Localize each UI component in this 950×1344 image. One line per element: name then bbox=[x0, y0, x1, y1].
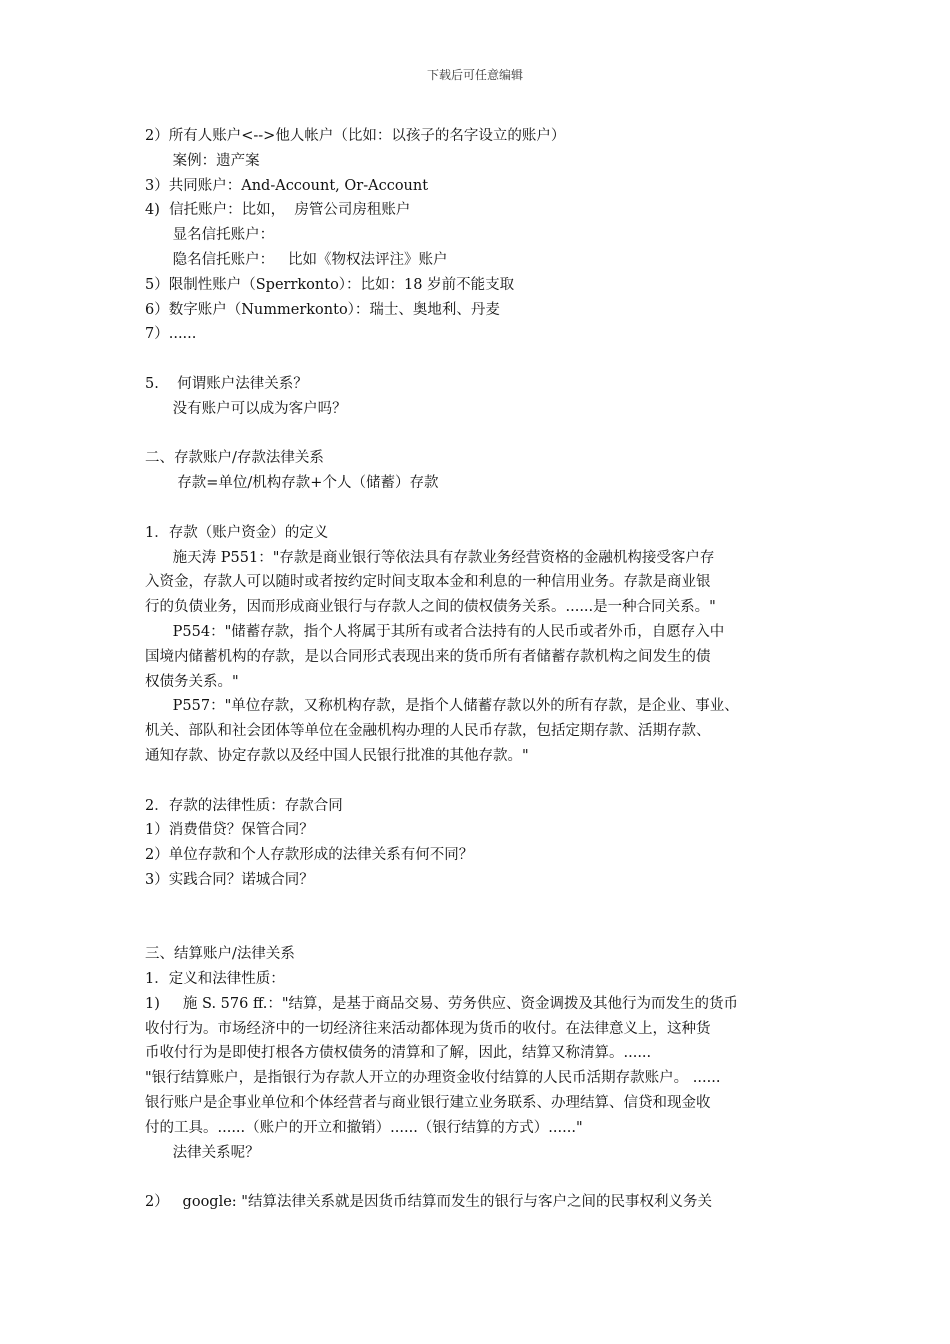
blank-line bbox=[145, 422, 817, 447]
text-line: 3）实践合同？诺城合同？ bbox=[145, 871, 314, 888]
text-line: 国境内储蓄机构的存款，是以合同形式表现出来的货币所有者储蓄存款机构之间发生的债 bbox=[145, 648, 711, 665]
document-body bbox=[145, 124, 817, 1215]
text-line: 收付行为。市场经济中的一切经济往来活动都体现为货币的收付。在法律意义上，这种货 bbox=[145, 1020, 711, 1037]
blank-line bbox=[145, 893, 817, 918]
text-line: 5. 何谓账户法律关系？ bbox=[145, 375, 308, 392]
text-line: 2） google: "结算法律关系就是因货币结算而发生的银行与客户之间的民事权利义务关 bbox=[145, 1194, 712, 1211]
blank-line bbox=[145, 496, 817, 521]
text-line: 二、存款账户/存款法律关系 bbox=[145, 450, 324, 467]
text-line: 法律关系呢？ bbox=[145, 1144, 260, 1161]
text-line: 案例：遗产案 bbox=[145, 152, 260, 169]
text-line: 银行账户是企事业单位和个体经营者与商业银行建立业务联系、办理结算、信贷和现金收 bbox=[145, 1095, 711, 1112]
text-line: 存款=单位/机构存款+个人（储蓄）存款 bbox=[145, 475, 439, 492]
blank-line bbox=[145, 347, 817, 372]
text-line: 6）数字账户（Nummerkonto）：瑞士、奥地利、丹麦 bbox=[145, 301, 500, 318]
text-line: 行的负债业务，因而形成商业银行与存款人之间的债权债务关系。......是一种合同关系。" bbox=[145, 599, 716, 616]
text-line: 三、结算账户/法律关系 bbox=[145, 946, 295, 963]
text-line: 施天涛 P551："存款是商业银行等依法具有存款业务经营资格的金融机构接受客户存 bbox=[145, 549, 715, 566]
text-line: 币收付行为是即使打根各方债权债务的清算和了解，因此，结算又称清算。...... bbox=[145, 1045, 652, 1062]
text-line: P557："单位存款，又称机构存款，是指个人储蓄存款以外的所有存款，是企业、事业、 bbox=[145, 698, 739, 715]
text-line: 1．定义和法律性质： bbox=[145, 971, 285, 988]
text-line: 1）消费借贷？保管合同？ bbox=[145, 822, 314, 839]
text-line: 入资金，存款人可以随时或者按约定时间支取本金和利息的一种信用业务。存款是商业银 bbox=[145, 574, 711, 591]
blank-line bbox=[145, 769, 817, 794]
text-line: 3）共同账户：And-Account, Or-Account bbox=[145, 177, 429, 194]
text-line: 机关、部队和社会团体等单位在金融机构办理的人民币存款，包括定期存款、活期存款、 bbox=[145, 723, 711, 740]
text-line: 2）所有人账户<-->他人帐户（比如：以孩子的名字设立的账户） bbox=[145, 128, 566, 144]
text-line: 显名信托账户： bbox=[145, 227, 275, 244]
text-line: 7）...... bbox=[145, 326, 197, 343]
text-line: P554："储蓄存款，指个人将属于其所有或者合法持有的人民币或者外币，自愿存入中 bbox=[145, 623, 725, 640]
text-line: 权债务关系。" bbox=[145, 673, 239, 690]
text-line: 没有账户可以成为客户吗？ bbox=[145, 400, 347, 417]
text-line: 2．存款的法律性质：存款合同 bbox=[145, 797, 343, 814]
text-line: 2）单位存款和个人存款形成的法律关系有何不同？ bbox=[145, 847, 474, 864]
text-line: 隐名信托账户： 比如《物权法评注》账户 bbox=[145, 251, 448, 268]
text-line: 1) 施 S. 576 ff.："结算，是基于商品交易、劳务供应、资金调拨及其他行为而发生的货币 bbox=[145, 995, 739, 1012]
text-line: 4) 信托账户：比如， 房管公司房租账户 bbox=[145, 202, 411, 219]
blank-line bbox=[145, 1165, 817, 1190]
text-line: 1．存款（账户资金）的定义 bbox=[145, 524, 329, 541]
text-line: 付的工具。......（账户的开立和撤销）......（银行结算的方式）......" bbox=[145, 1119, 583, 1136]
text-line: "银行结算账户，是指银行为存款人开立的办理资金收付结算的人民币活期存款账户。 ...... bbox=[145, 1070, 721, 1087]
text-line: 5）限制性账户（Sperrkonto）：比如：18 岁前不能支取 bbox=[145, 276, 515, 293]
blank-line bbox=[145, 918, 817, 943]
page-header: 下载后可任意编辑 bbox=[426, 68, 523, 82]
text-line: 通知存款、协定存款以及经中国人民银行批准的其他存款。" bbox=[145, 747, 529, 764]
